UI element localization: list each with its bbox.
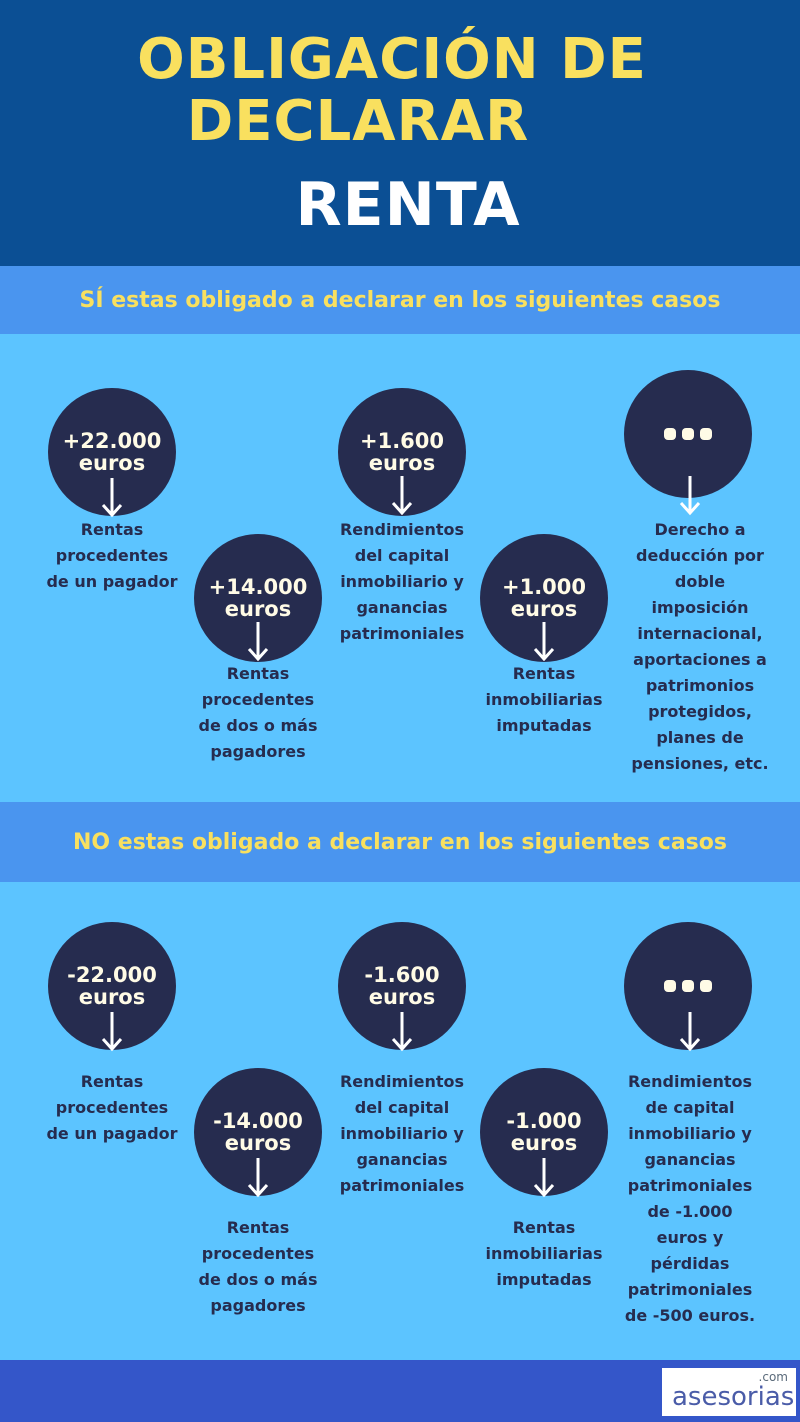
- amount-unit: euros: [368, 451, 436, 475]
- brand-logo[interactable]: [662, 1368, 796, 1416]
- case-label: Rentas procedentes de un pagador: [46, 520, 178, 591]
- ellipsis-icon: [664, 428, 712, 440]
- arrow-down-icon: [390, 1010, 414, 1052]
- amount-unit: euros: [510, 1131, 578, 1155]
- case-label: Rentas inmobiliarias imputadas: [485, 664, 603, 735]
- amount-value: +1.000: [501, 575, 587, 599]
- amount-value: -1.000: [506, 1109, 582, 1133]
- section-yes-panel: [0, 334, 800, 802]
- section-no-heading-band: [0, 802, 800, 882]
- amount-unit: euros: [368, 985, 436, 1009]
- ellipsis-icon: [664, 980, 712, 992]
- amount-unit: euros: [78, 985, 146, 1009]
- case-label: Rentas procedentes de dos o más pagadores: [198, 664, 318, 761]
- case-label: Rentas procedentes de un pagador: [46, 1072, 178, 1143]
- section-no-heading: NO estas obligado a declarar en los siguientes casos: [73, 829, 727, 855]
- logo-name: asesorias: [672, 1382, 795, 1412]
- title-line-2: DECLARAR: [186, 89, 530, 154]
- amount-value: -22.000: [67, 963, 157, 987]
- amount-value: -1.600: [364, 963, 440, 987]
- case-label: Rendimientos de capital inmobiliario y ganancias patrimoniales de -1.000 euros y pérdidas patrimoniales de -500 euros.: [624, 1072, 756, 1325]
- amount-value: -14.000: [213, 1109, 303, 1133]
- title-line-1: OBLIGACIÓN DE: [137, 27, 647, 92]
- amount-value: +14.000: [208, 575, 308, 599]
- arrow-down-icon: [532, 620, 556, 662]
- arrow-down-icon: [678, 474, 702, 516]
- arrow-down-icon: [100, 476, 124, 518]
- logo-suffix: .com: [758, 1370, 788, 1384]
- amount-unit: euros: [510, 597, 578, 621]
- case-label: Derecho a deducción por doble imposición internacional, aportaciones a patrimonios protegidos, planes de pensiones, etc.: [631, 520, 769, 773]
- amount-unit: euros: [78, 451, 146, 475]
- section-yes-heading-band: [0, 266, 800, 334]
- amount-value: +1.600: [359, 429, 445, 453]
- amount-value: +22.000: [62, 429, 162, 453]
- arrow-down-icon: [100, 1010, 124, 1052]
- case-label: Rentas inmobiliarias imputadas: [485, 1218, 603, 1289]
- section-no-panel: [0, 882, 800, 1360]
- arrow-down-icon: [532, 1156, 556, 1198]
- amount-unit: euros: [224, 1131, 292, 1155]
- case-label: Rendimientos del capital inmobiliario y ganancias patrimoniales: [339, 1072, 465, 1195]
- arrow-down-icon: [246, 1156, 270, 1198]
- header: [0, 0, 800, 266]
- case-label: Rentas procedentes de dos o más pagadores: [198, 1218, 318, 1315]
- case-label: Rendimientos del capital inmobiliario y ganancias patrimoniales: [339, 520, 465, 643]
- title-line-3: RENTA: [295, 170, 521, 240]
- arrow-down-icon: [390, 474, 414, 516]
- section-yes-heading: SÍ estas obligado a declarar en los siguientes casos: [79, 287, 721, 313]
- arrow-down-icon: [246, 620, 270, 662]
- arrow-down-icon: [678, 1010, 702, 1052]
- amount-unit: euros: [224, 597, 292, 621]
- footer: [0, 1360, 800, 1422]
